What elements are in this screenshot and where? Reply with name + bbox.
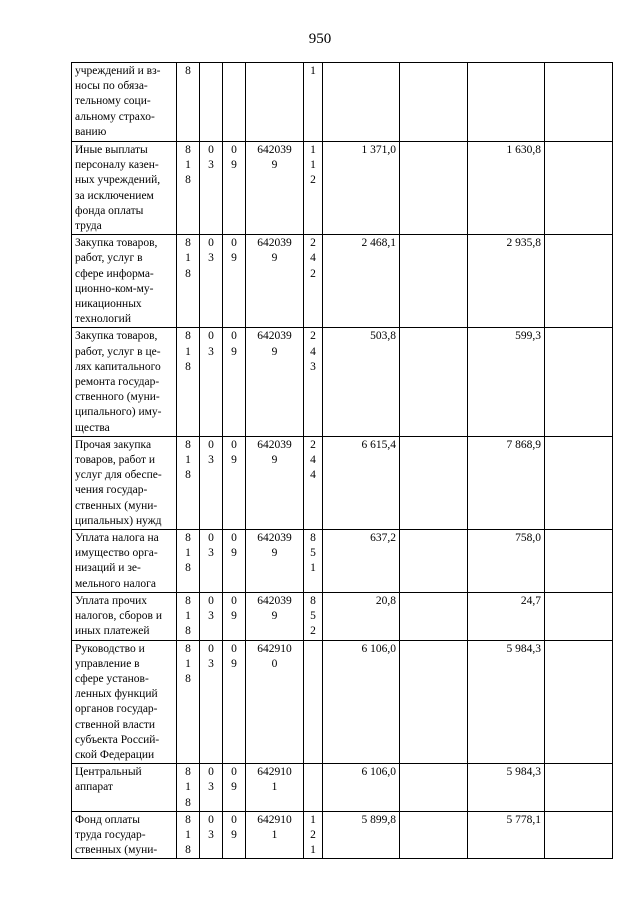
cell-value-2: 1 630,8 xyxy=(468,142,545,235)
table-row xyxy=(72,63,613,142)
cell-code-2: 0 3 xyxy=(200,811,223,859)
cell-name: учреждений и вз- носы по обяза- тельному соци- альному страхо- ванию xyxy=(72,63,177,142)
cell-value-2: 599,3 xyxy=(468,328,545,436)
cell-empty xyxy=(545,640,613,764)
cell-value-2 xyxy=(468,63,545,142)
cell-code-4: 642910 0 xyxy=(246,640,304,764)
cell-code-1: 8 1 8 xyxy=(177,142,200,235)
cell-code-4: 642039 9 xyxy=(246,592,304,640)
page-number: 950 xyxy=(308,31,332,47)
cell-value-2: 7 868,9 xyxy=(468,436,545,529)
cell-code-2: 0 3 xyxy=(200,592,223,640)
cell-code-2 xyxy=(200,63,223,142)
cell-empty xyxy=(545,63,613,142)
cell-code-3: 0 9 xyxy=(223,142,246,235)
cell-code-1: 8 1 8 xyxy=(177,328,200,436)
cell-value-1: 20,8 xyxy=(323,592,400,640)
cell-empty xyxy=(400,640,468,764)
cell-name: Руководство и управление в сфере установ- ленных функций органов государ- ственной власти субъекта Россий- ской Федерации xyxy=(72,640,177,764)
cell-empty xyxy=(545,530,613,593)
cell-code-3: 0 9 xyxy=(223,436,246,529)
cell-code-3: 0 9 xyxy=(223,235,246,328)
cell-value-2: 758,0 xyxy=(468,530,545,593)
cell-empty xyxy=(400,530,468,593)
cell-name: Уплата налога на имущество орга- низаций и зе- мельного налога xyxy=(72,530,177,593)
cell-code-4 xyxy=(246,63,304,142)
cell-code-5: 8 5 1 xyxy=(304,530,323,593)
cell-empty xyxy=(400,811,468,859)
cell-value-1: 503,8 xyxy=(323,328,400,436)
table-row xyxy=(72,328,613,436)
cell-code-4: 642039 9 xyxy=(246,328,304,436)
cell-code-5: 8 5 2 xyxy=(304,592,323,640)
cell-empty xyxy=(545,142,613,235)
cell-empty xyxy=(400,764,468,812)
cell-code-3: 0 9 xyxy=(223,328,246,436)
cell-code-1: 8 1 8 xyxy=(177,235,200,328)
cell-value-2: 5 984,3 xyxy=(468,764,545,812)
cell-name: Иные выплаты персоналу казен- ных учреждений, за исключением фонда оплаты труда xyxy=(72,142,177,235)
cell-code-2: 0 3 xyxy=(200,328,223,436)
cell-code-2: 0 3 xyxy=(200,640,223,764)
cell-empty xyxy=(400,235,468,328)
cell-value-2: 5 778,1 xyxy=(468,811,545,859)
cell-code-4: 642910 1 xyxy=(246,811,304,859)
table-row xyxy=(72,811,613,859)
table-row xyxy=(72,235,613,328)
table-row xyxy=(72,530,613,593)
cell-code-2: 0 3 xyxy=(200,142,223,235)
cell-empty xyxy=(545,436,613,529)
cell-code-2: 0 3 xyxy=(200,436,223,529)
cell-empty xyxy=(400,592,468,640)
cell-empty xyxy=(400,142,468,235)
table-row xyxy=(72,142,613,235)
cell-code-5: 1 xyxy=(304,63,323,142)
cell-code-1: 8 1 8 xyxy=(177,764,200,812)
cell-code-3: 0 9 xyxy=(223,811,246,859)
cell-empty xyxy=(400,328,468,436)
cell-code-1: 8 1 8 xyxy=(177,436,200,529)
cell-value-1: 5 899,8 xyxy=(323,811,400,859)
cell-code-4: 642039 9 xyxy=(246,530,304,593)
budget-table xyxy=(71,62,613,859)
cell-empty xyxy=(545,811,613,859)
cell-code-5: 2 4 4 xyxy=(304,436,323,529)
cell-code-2: 0 3 xyxy=(200,530,223,593)
cell-empty xyxy=(545,235,613,328)
cell-code-1: 8 xyxy=(177,63,200,142)
cell-code-4: 642039 9 xyxy=(246,436,304,529)
cell-code-3: 0 9 xyxy=(223,764,246,812)
cell-code-3: 0 9 xyxy=(223,530,246,593)
cell-empty xyxy=(400,63,468,142)
cell-value-2: 5 984,3 xyxy=(468,640,545,764)
cell-code-5: 2 4 3 xyxy=(304,328,323,436)
cell-value-2: 24,7 xyxy=(468,592,545,640)
cell-code-5 xyxy=(304,764,323,812)
cell-code-4: 642910 1 xyxy=(246,764,304,812)
cell-code-2: 0 3 xyxy=(200,764,223,812)
cell-code-1: 8 1 8 xyxy=(177,592,200,640)
table-row xyxy=(72,640,613,764)
cell-name: Закупка товаров, работ, услуг в це- лях капитального ремонта государ- ственного (муни- ципального) иму- щества xyxy=(72,328,177,436)
cell-empty xyxy=(545,764,613,812)
cell-name: Фонд оплаты труда государ- ственных (муни- xyxy=(72,811,177,859)
cell-code-5 xyxy=(304,640,323,764)
table-row xyxy=(72,764,613,812)
cell-code-3: 0 9 xyxy=(223,592,246,640)
cell-code-4: 642039 9 xyxy=(246,142,304,235)
cell-name: Центральный аппарат xyxy=(72,764,177,812)
cell-empty xyxy=(400,436,468,529)
table-body xyxy=(72,63,613,859)
cell-name: Закупка товаров, работ, услуг в сфере информа- ционно-ком-му- никационных технологий xyxy=(72,235,177,328)
cell-value-1: 6 106,0 xyxy=(323,640,400,764)
cell-value-1: 6 106,0 xyxy=(323,764,400,812)
cell-name: Прочая закупка товаров, работ и услуг для обеспе- чения государ- ственных (муни- ципальных) нужд xyxy=(72,436,177,529)
cell-code-4: 642039 9 xyxy=(246,235,304,328)
cell-code-1: 8 1 8 xyxy=(177,640,200,764)
cell-code-5: 2 4 2 xyxy=(304,235,323,328)
table-row xyxy=(72,436,613,529)
cell-empty xyxy=(545,592,613,640)
cell-value-1: 6 615,4 xyxy=(323,436,400,529)
cell-code-3: 0 9 xyxy=(223,640,246,764)
cell-value-1: 1 371,0 xyxy=(323,142,400,235)
cell-empty xyxy=(545,328,613,436)
cell-name: Уплата прочих налогов, сборов и иных платежей xyxy=(72,592,177,640)
cell-code-1: 8 1 8 xyxy=(177,530,200,593)
cell-code-1: 8 1 8 xyxy=(177,811,200,859)
cell-value-1 xyxy=(323,63,400,142)
cell-code-3 xyxy=(223,63,246,142)
cell-code-5: 1 2 1 xyxy=(304,811,323,859)
cell-value-1: 2 468,1 xyxy=(323,235,400,328)
table-row xyxy=(72,592,613,640)
cell-value-1: 637,2 xyxy=(323,530,400,593)
cell-value-2: 2 935,8 xyxy=(468,235,545,328)
cell-code-2: 0 3 xyxy=(200,235,223,328)
cell-code-5: 1 1 2 xyxy=(304,142,323,235)
